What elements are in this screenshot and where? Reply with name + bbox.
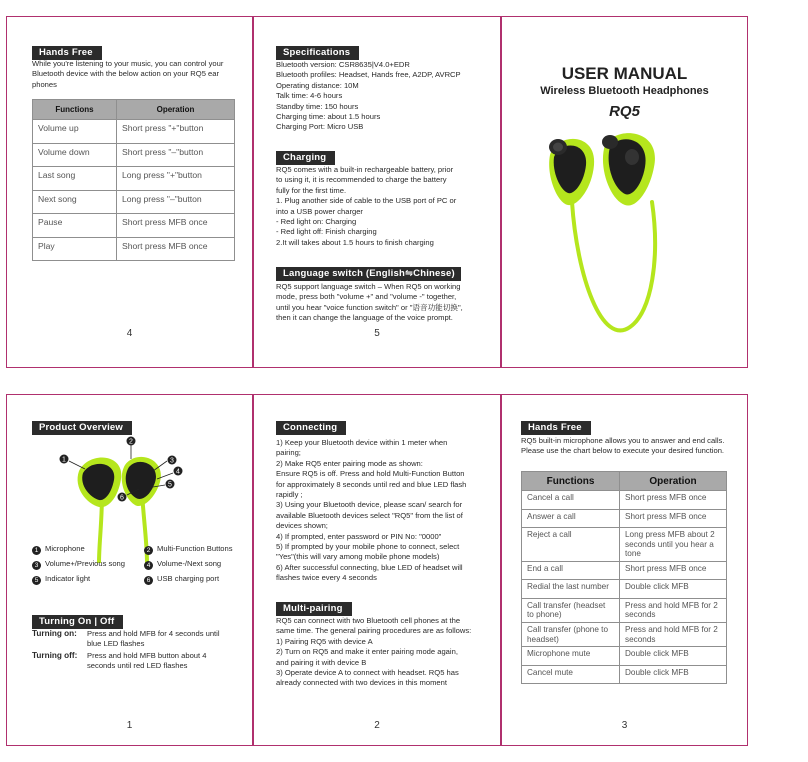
hands-free-calls-header: Hands Free bbox=[521, 421, 591, 435]
turning-on-row bbox=[32, 629, 247, 650]
page-number: 3 bbox=[621, 720, 628, 731]
language-line: until you hear "voice function switch" or "语音功能切换", bbox=[276, 302, 463, 312]
turning-on-label: Turning on: bbox=[32, 629, 77, 638]
function-cell: Volume down bbox=[33, 143, 117, 167]
operation-cell: Double click MFB bbox=[620, 580, 727, 599]
connecting-text bbox=[276, 438, 498, 584]
operation-cell: Press and hold MFB for 2 seconds bbox=[620, 622, 727, 646]
operation-cell: Short press "–"button bbox=[117, 143, 235, 167]
operation-cell: Double click MFB bbox=[620, 665, 727, 684]
legend-label: Volume-/Next song bbox=[157, 559, 222, 568]
page-number: 1 bbox=[126, 720, 133, 731]
spec-line: Charging Port: Micro USB bbox=[276, 122, 364, 132]
table-row bbox=[522, 491, 727, 510]
connecting-line: available Bluetooth devices select "RQ5" from the list of bbox=[276, 510, 463, 520]
right-earbud bbox=[602, 133, 655, 205]
spec-line: Charging time: about 1.5 hours bbox=[276, 112, 381, 122]
multi-pairing-line: RQ5 can connect with two Bluetooth cell phones at the bbox=[276, 616, 461, 625]
function-cell: End a call bbox=[522, 561, 620, 580]
hands-free-calls-intro: RQ5 built-in microphone allows you to answer and end calls. Please use the chart below to execute your desired function. bbox=[521, 436, 725, 456]
charging-line: 1. Plug another side of cable to the USB port of PC or bbox=[276, 196, 457, 206]
connecting-line: 2) Make RQ5 enter pairing mode as shown: bbox=[276, 458, 423, 468]
connecting-line: devices shown; bbox=[276, 521, 328, 531]
operation-cell: Short press "+"button bbox=[117, 120, 235, 144]
page-number: 4 bbox=[126, 328, 133, 339]
panel-page-2 bbox=[253, 394, 501, 746]
page-number: 2 bbox=[374, 720, 380, 731]
language-switch-header: Language switch (English⇋Chinese) bbox=[276, 267, 461, 281]
table-row bbox=[33, 167, 235, 191]
hands-free-intro: While you're listening to your music, you can control your Bluetooth device with the below action on your RQ5 ear phones bbox=[32, 59, 224, 89]
connecting-line: pairing; bbox=[276, 448, 301, 458]
music-controls-table bbox=[32, 99, 235, 261]
multi-pairing-text bbox=[276, 616, 498, 689]
language-line: mode, press both "volume +" and "volume -" together, bbox=[276, 292, 457, 302]
function-cell: Cancel mute bbox=[522, 665, 620, 684]
connecting-line: 1) Keep your Bluetooth device within 1 meter when bbox=[276, 438, 448, 447]
charging-line: RQ5 comes with a built-in rechargeable battery, prior bbox=[276, 165, 454, 174]
table-row bbox=[33, 143, 235, 167]
function-cell: Answer a call bbox=[522, 509, 620, 528]
legend-label: Volume+/Previous song bbox=[45, 559, 125, 568]
charging-text bbox=[276, 165, 496, 248]
connecting-line: 4) If prompted, enter password or PIN No: "0000" bbox=[276, 531, 442, 541]
cover-subtitle: Wireless Bluetooth Headphones bbox=[540, 85, 709, 97]
headphones-image bbox=[502, 17, 748, 368]
legend-number: 4 bbox=[144, 561, 153, 570]
marker-5: 5 bbox=[168, 481, 172, 489]
legend-label: Microphone bbox=[45, 544, 85, 553]
turning-on-text: Press and hold MFB for 4 seconds until blue LED flashes bbox=[87, 629, 220, 649]
connecting-line: rapidly ; bbox=[276, 490, 303, 500]
table-row bbox=[522, 622, 727, 646]
charging-line: 2.It will takes about 1.5 hours to finish charging bbox=[276, 237, 434, 247]
charging-line: - Red light on: Charging bbox=[276, 217, 357, 227]
product-legend bbox=[32, 544, 253, 585]
table-row bbox=[522, 561, 727, 580]
connecting-line: for approximately 8 seconds until red and blue LED flash bbox=[276, 479, 467, 489]
charging-line: into a USB power charger bbox=[276, 206, 363, 216]
turning-off-row bbox=[32, 651, 247, 672]
legend-item bbox=[144, 559, 253, 570]
function-cell: Last song bbox=[33, 167, 117, 191]
multi-pairing-line: 1) Pairing RQ5 with device A bbox=[276, 636, 373, 646]
connecting-line: 3) Using your Bluetooth device, please scan/ search for bbox=[276, 500, 463, 510]
table-row bbox=[33, 214, 235, 238]
operation-cell: Long press MFB about 2 seconds until you hear a tone bbox=[620, 528, 727, 562]
operation-cell: Press and hold MFB for 2 seconds bbox=[620, 598, 727, 622]
spec-line: Operating distance: 10M bbox=[276, 80, 359, 90]
legend-number: 5 bbox=[32, 576, 41, 585]
operation-cell: Short press MFB once bbox=[620, 509, 727, 528]
function-cell: Call transfer (headset to phone) bbox=[522, 598, 620, 622]
legend-label: Multi-Function Buttons bbox=[157, 544, 233, 553]
function-cell: Volume up bbox=[33, 120, 117, 144]
panel-page-5 bbox=[253, 16, 501, 368]
col-operation: Operation bbox=[117, 100, 235, 120]
operation-cell: Short press MFB once bbox=[620, 491, 727, 510]
col-operation: Operation bbox=[620, 472, 727, 491]
multi-pairing-header: Multi-pairing bbox=[276, 602, 352, 616]
legend-number: 3 bbox=[32, 561, 41, 570]
table-row bbox=[522, 598, 727, 622]
turning-off-text: Press and hold MFB button about 4 seconds until red LED flashes bbox=[87, 651, 207, 671]
function-cell: Microphone mute bbox=[522, 647, 620, 666]
panel-page-4 bbox=[6, 16, 253, 368]
function-cell: Call transfer (phone to headset) bbox=[522, 622, 620, 646]
operation-cell: Double click MFB bbox=[620, 647, 727, 666]
operation-cell: Short press MFB once bbox=[620, 561, 727, 580]
function-cell: Cancel a call bbox=[522, 491, 620, 510]
table-row bbox=[33, 120, 235, 144]
function-cell: Pause bbox=[33, 214, 117, 238]
function-cell: Reject a call bbox=[522, 528, 620, 562]
charging-line: - Red light off: Finish charging bbox=[276, 227, 377, 237]
multi-pairing-line: 2) Turn on RQ5 and make it enter pairing mode again, bbox=[276, 647, 458, 657]
charging-line: to using it, it is recommended to charge the battery bbox=[276, 175, 447, 185]
table-row bbox=[522, 580, 727, 599]
panel-page-3 bbox=[501, 394, 748, 746]
specifications-header: Specifications bbox=[276, 46, 359, 60]
function-cell: Play bbox=[33, 237, 117, 261]
operation-cell: Short press MFB once bbox=[117, 237, 235, 261]
operation-cell: Long press "+"button bbox=[117, 167, 235, 191]
panel-cover bbox=[501, 16, 748, 368]
language-switch-text bbox=[276, 282, 498, 324]
connecting-line: flashes twice every 4 seconds bbox=[276, 573, 377, 583]
neckband-cable bbox=[572, 202, 655, 330]
multi-pairing-line: and pairing it with device B bbox=[276, 657, 367, 667]
charging-line: fully for the first time. bbox=[276, 185, 347, 195]
turning-off-label: Turning off: bbox=[32, 651, 78, 660]
product-overview-header: Product Overview bbox=[32, 421, 132, 435]
language-line: RQ5 support language switch – When RQ5 on working bbox=[276, 282, 461, 291]
col-functions: Functions bbox=[33, 100, 117, 120]
charging-header: Charging bbox=[276, 151, 335, 165]
connecting-line: 6) After successful connecting, blue LED of headset will bbox=[276, 562, 463, 572]
marker-1: 1 bbox=[62, 456, 66, 464]
cover-model: RQ5 bbox=[609, 103, 640, 120]
legend-number: 6 bbox=[144, 576, 153, 585]
table-row bbox=[522, 665, 727, 684]
cover-title: USER MANUAL bbox=[561, 64, 688, 83]
legend-item bbox=[32, 574, 144, 585]
operation-cell: Long press "–"button bbox=[117, 190, 235, 214]
multi-pairing-line: 3) Operate device A to connect with headset. RQ5 has bbox=[276, 668, 459, 678]
spec-line: Bluetooth version: CSR8635|V4.0+EDR bbox=[276, 60, 410, 69]
table-row bbox=[33, 237, 235, 261]
connecting-line: "Yes"(this will vary among mobile phone models) bbox=[276, 552, 440, 562]
language-line: then it can change the language of the voice prompt. bbox=[276, 313, 453, 323]
legend-number: 2 bbox=[144, 546, 153, 555]
page-number: 5 bbox=[374, 328, 380, 339]
legend-number: 1 bbox=[32, 546, 41, 555]
marker-3: 3 bbox=[170, 457, 174, 465]
marker-6: 6 bbox=[120, 494, 124, 502]
operation-cell: Short press MFB once bbox=[117, 214, 235, 238]
marker-2: 2 bbox=[129, 438, 133, 446]
connecting-line: 5) If prompted by your mobile phone to connect, select bbox=[276, 542, 460, 552]
multi-pairing-line: already connected with two devices in this moment bbox=[276, 678, 447, 688]
turning-on-off-header: Turning On | Off bbox=[32, 615, 123, 629]
function-cell: Next song bbox=[33, 190, 117, 214]
legend-item bbox=[32, 559, 144, 570]
col-functions: Functions bbox=[522, 472, 620, 491]
hands-free-header: Hands Free bbox=[32, 46, 102, 60]
marker-4: 4 bbox=[176, 468, 180, 476]
spec-line: Standby time: 150 hours bbox=[276, 101, 359, 111]
table-row bbox=[522, 647, 727, 666]
panel-page-1 bbox=[6, 394, 253, 746]
legend-label: USB charging port bbox=[157, 574, 220, 583]
legend-item bbox=[32, 544, 144, 555]
connecting-header: Connecting bbox=[276, 421, 346, 435]
table-row bbox=[33, 190, 235, 214]
left-earbud bbox=[549, 139, 594, 205]
connecting-line: Ensure RQ5 is off. Press and hold Multi-Function Button bbox=[276, 469, 465, 479]
spec-line: Talk time: 4-6 hours bbox=[276, 91, 343, 101]
table-row bbox=[522, 509, 727, 528]
specifications-list bbox=[276, 60, 496, 133]
legend-label: Indicator light bbox=[45, 574, 91, 583]
function-cell: Redial the last number bbox=[522, 580, 620, 599]
table-row bbox=[522, 528, 727, 562]
legend-item bbox=[144, 544, 253, 555]
call-controls-table bbox=[521, 471, 727, 684]
multi-pairing-line: same time. The general pairing procedures are as follows: bbox=[276, 626, 472, 636]
spec-line: Bluetooth profiles: Headset, Hands free, A2DP, AVRCP bbox=[276, 70, 461, 80]
legend-item bbox=[144, 574, 253, 585]
